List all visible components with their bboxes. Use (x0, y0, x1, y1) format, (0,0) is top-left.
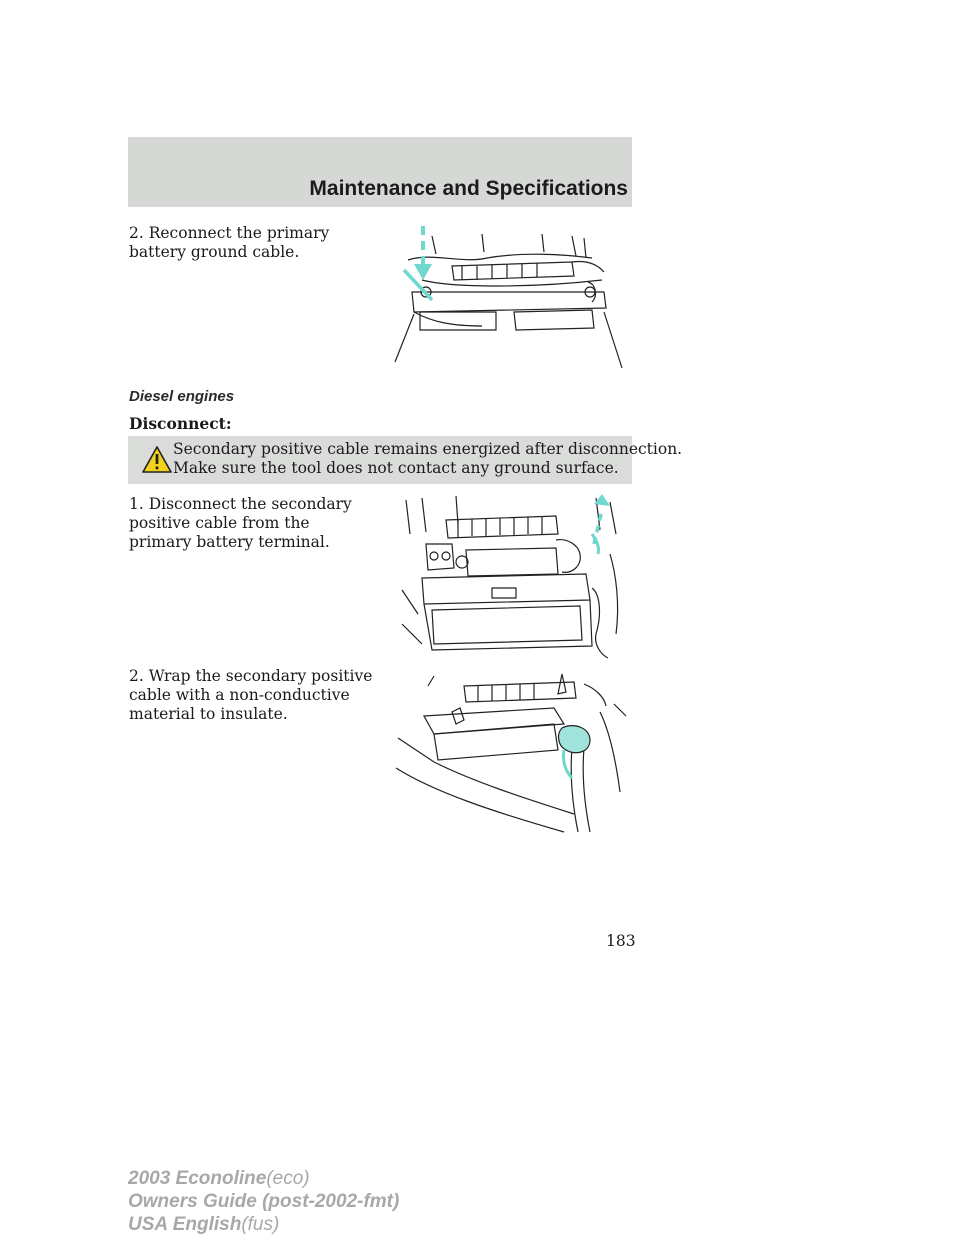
document-footer (128, 1167, 399, 1236)
battery-ground-cable-illustration (392, 222, 624, 372)
footer-model: 2003 Econoline (128, 1168, 267, 1189)
footer-language: USA English (128, 1214, 242, 1235)
footer-language-code: (fus) (241, 1214, 280, 1235)
wrap-step-text: 2. Wrap the secondary positive cable with a non-conductive material to insulate. (129, 667, 373, 723)
warning-triangle-icon (142, 446, 172, 473)
reconnect-step-text: 2. Reconnect the primary battery ground cable. (129, 224, 330, 261)
disconnect-step-text: 1. Disconnect the secondary positive cable from the primary battery terminal. (129, 495, 352, 551)
warning-box (128, 436, 683, 484)
warning-line-1: Secondary positive cable remains energized after disconnection. (173, 440, 683, 458)
section-heading-diesel: Diesel engines (129, 388, 235, 405)
footer-model-code: (eco) (266, 1168, 310, 1189)
wrap-cable-insulation-illustration (394, 672, 628, 838)
page-number: 183 (606, 932, 636, 950)
footer-guide: Owners Guide (post-2002-fmt) (128, 1191, 400, 1212)
header-band (128, 137, 632, 207)
page-title: Maintenance and Specifications (309, 177, 628, 200)
disconnect-label: Disconnect: (129, 414, 232, 433)
warning-text (173, 440, 682, 478)
warning-line-2: Make sure the tool does not contact any ground surface. (173, 459, 619, 477)
diesel-battery-disconnect-illustration (396, 494, 624, 660)
